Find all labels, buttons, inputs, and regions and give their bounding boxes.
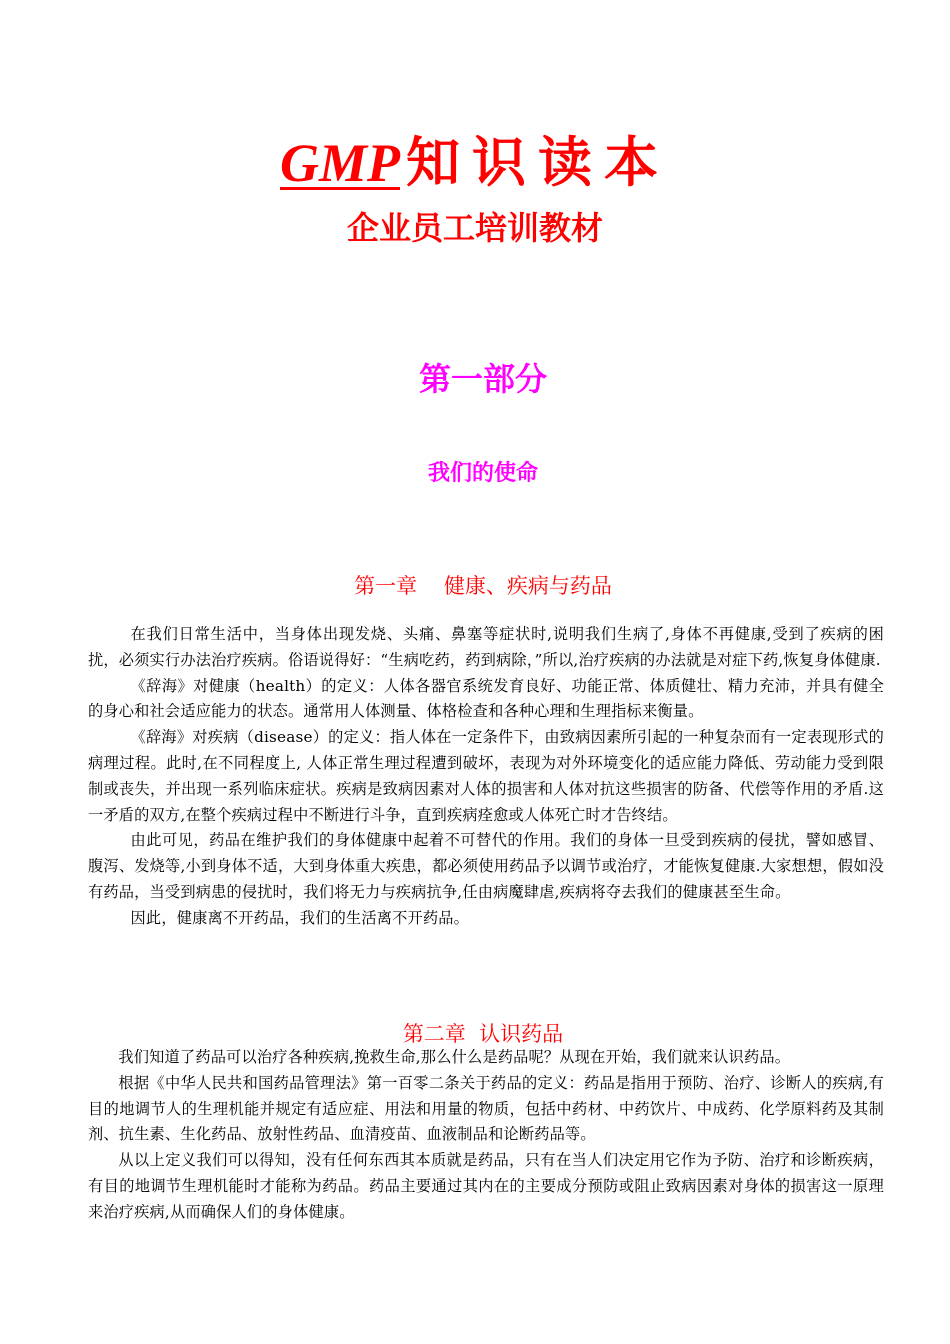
paragraph: 《辞海》对健康（health）的定义：人体各器官系统发育良好、功能正常、体质健壮、精力充沛，并具有健全的身心和社会适应能力的状态。通常用人体测量、体格检查和各种心理和生理指标来衡量。 [88, 676, 884, 721]
paragraph: 在我们日常生活中，当身体出现发烧、头痛、鼻塞等症状时,说明我们生病了,身体不再健康,受到了疾病的困扰，必须实行办法治疗疾病。俗语说得好：“生病吃药，药到病除，”所以,治疗疾病的办法就是对症下药,恢复身体健康. [88, 625, 884, 669]
title-knowledge-reader: 知识读本 [406, 131, 670, 194]
chapter-2-heading: 第二章 认识药品 [402, 1022, 564, 1046]
document-subtitle: 企业员工培训教材 [346, 209, 603, 247]
paragraph: 从以上定义我们可以得知，没有任何东西其本质就是药品，只有在当人们决定用它作为予防、治疗和诊断疾病，有目的地调节生理机能时才能称为药品。药品主要通过其内在的主要成分预防或阻止致病因素对身体的损害这一原理来治疗疾病,从而确保人们的身体健康。 [88, 1151, 884, 1221]
paragraph: 根据《中华人民共和国药品管理法》第一百零二条关于药品的定义：药品是指用于预防、治疗、诊断人的疾病,有目的地调节人的生理机能并规定有适应症、用法和用量的物质，包括中药材、中药饮片、中成药、化学原料药及其制剂、抗生素、生化药品、放射性药品、血清疫苗、血液制品和论断药品等。 [88, 1073, 884, 1144]
chapter-1-heading: 第一章 健康、疾病与药品 [354, 574, 612, 598]
paragraph: 《辞海》对疾病（disease）的定义：指人体在一定条件下，由致病因素所引起的一种复杂而有一定表现形式的病理过程。此时,在不同程度上, 人体正常生理过程遭到破坏，表现为对外环境变化的适应能力降低、劳动能力受到限制或丧失，并出现一系列临床症状。疾病是致病因素对人体的损害和人体对抗这些损害的防备、代偿等作用的矛盾.这一矛盾的双方,在整个疾病过程中不断进行斗争，直到疾病痊愈或人体死亡时才告终结。 [88, 728, 884, 824]
paragraph: 由此可见，药品在维护我们的身体健康中起着不可替代的作用。我们的身体一旦受到疾病的侵扰，譬如感冒、腹泻、发烧等,小到身体不适，大到身体重大疾患，都必须使用药品予以调节或治疗，才能恢复健康.大家想想，假如没有药品，当受到病患的侵扰时，我们将无力与疾病抗争,任由病魔肆虐,疾病将夺去我们的健康甚至生命。 [88, 831, 884, 901]
chapter-1-body [88, 622, 884, 932]
chapter-2-body [88, 1045, 884, 1226]
paragraph: 我们知道了药品可以治疗各种疾病,挽救生命,那么什么是药品呢？从现在开始，我们就来认识药品。 [118, 1048, 791, 1066]
document-title [0, 120, 950, 197]
title-gmp: GMP [280, 133, 400, 193]
part-title: 第一部分 [418, 360, 547, 398]
paragraph: 因此，健康离不开药品，我们的生活离不开药品。 [130, 908, 470, 927]
part-subtitle: 我们的使命 [427, 461, 538, 486]
